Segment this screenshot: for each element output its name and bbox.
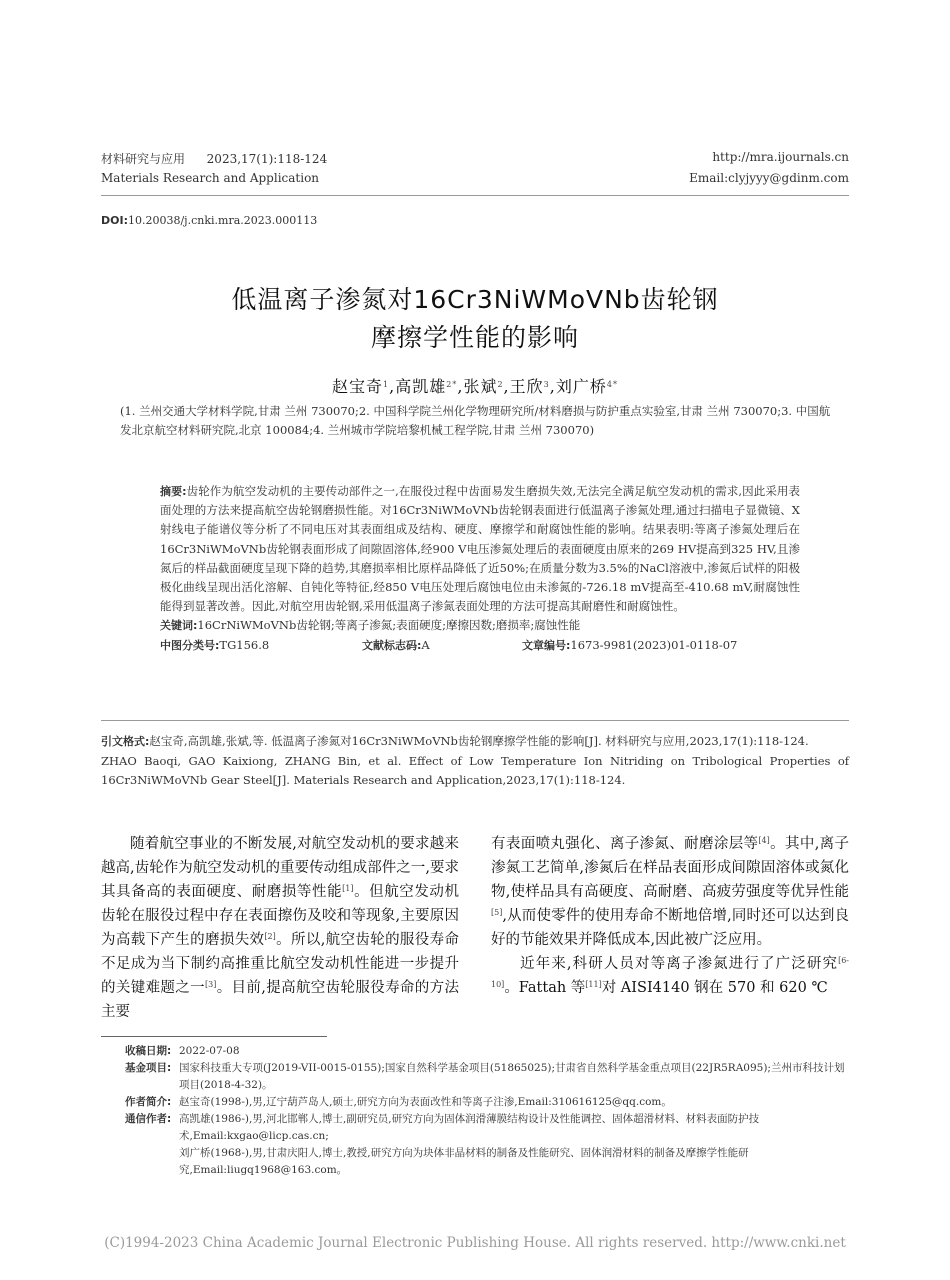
doi	[101, 214, 317, 227]
footnote-rule	[101, 1036, 327, 1037]
header-rule	[101, 195, 849, 196]
received-value: 2022-07-08	[179, 1045, 240, 1057]
doi-value[interactable]: 10.20038/j.cnki.mra.2023.000113	[127, 214, 318, 227]
body-paragraph	[491, 832, 849, 952]
article-no-label: 文章编号:	[522, 638, 571, 652]
affiliation-mark: 3	[543, 380, 550, 389]
body-text: 。所以,航空齿轮的服役寿命不足成为当下制约高推重比航空发动机性能进一步提升的关键难题之一	[101, 932, 460, 996]
body-right-column	[491, 832, 849, 1000]
affiliation-mark: 2*	[446, 380, 458, 389]
author-name: 张斌	[463, 377, 498, 396]
author-separator: ,	[549, 377, 556, 396]
abstract	[160, 482, 800, 655]
body-text: 近年来,科研人员对等离子渗氮进行了广泛研究	[520, 956, 839, 972]
affiliations: (1. 兰州交通大学材料学院,甘肃 兰州 730070;2. 中国科学院兰州化学物理研究所/材料磨损与防护重点实验室,甘肃 兰州 730070;3. 中国航发北京航空材料研究院,北京 100084;4. 兰州城市学院培黎机械工程学院,甘肃 兰州 730070)	[120, 404, 831, 437]
footnote-author	[125, 1094, 850, 1111]
body-text: ,从而使零件的使用寿命不断地倍增,同时还可以达到良好的节能效果并降低成本,因此被广泛应用。	[491, 908, 849, 948]
citation-label: 引文格式:	[101, 735, 150, 748]
body-text: 有表面喷丸强化、离子渗氮、耐磨涂层等	[491, 836, 759, 852]
author-separator: ,	[389, 377, 396, 396]
journal-name-en: Materials Research and Application	[101, 171, 320, 185]
received-label: 收稿日期:	[125, 1045, 172, 1057]
body-left-column	[101, 832, 459, 1024]
keywords	[160, 616, 800, 635]
article-no-value: 1673-9981(2023)01-0118-07	[570, 637, 738, 652]
author-separator: ,	[457, 377, 464, 396]
journal-url[interactable]: http://mra.ijournals.cn	[712, 150, 849, 164]
journal-header-left	[101, 150, 327, 167]
doc-code-value: A	[421, 637, 430, 652]
doc-code-label: 文献标志码:	[362, 638, 422, 652]
clc-value: TG156.8	[219, 637, 270, 652]
abstract-label: 摘要:	[160, 485, 187, 498]
copyright-notice: (C)1994-2023 China Academic Journal Electronic Publishing House. All rights reserved. http://www.cnki.net	[104, 1235, 846, 1251]
body-text: 对 AISI4140 钢在 570 和 620 ℃	[601, 980, 828, 996]
author-name: 王欣	[509, 377, 544, 396]
citation-en: ZHAO Baoqi, GAO Kaixiong, ZHANG Bin, et al. Effect of Low Temperature Ion Nitriding on Tribological Properties of 16Cr3NiWMoVNb Gear Steel[J]. Materials Research and Application,2023,17(1):118-124.	[101, 753, 849, 787]
body-paragraph	[101, 832, 459, 1024]
footnotes	[125, 1043, 850, 1179]
reference-mark[interactable]: [11]	[585, 980, 602, 989]
corresponding-author-1: 高凯雄(1986-),男,河北邯郸人,博士,副研究员,研究方向为固体润滑薄膜结构设计及性能调控、固体超滑材料、材料表面防护技术,Email:kxgao@licp.cas.cn;	[179, 1113, 760, 1142]
reference-mark[interactable]: [2]	[264, 932, 276, 941]
author-list	[0, 374, 950, 397]
reference-mark[interactable]: [4]	[758, 836, 770, 845]
reference-mark[interactable]: [1]	[342, 884, 354, 893]
footnote-received	[125, 1043, 850, 1060]
body-paragraph	[491, 952, 849, 1000]
corresponding-label: 通信作者:	[125, 1113, 172, 1125]
doi-label: DOI:	[101, 214, 128, 227]
title-line-1: 低温离子渗氮对16Cr3NiWMoVNb齿轮钢	[231, 285, 719, 314]
reference-mark[interactable]: [5]	[491, 908, 503, 917]
classification-row	[160, 636, 800, 655]
body-text: 。Fattah 等	[504, 980, 586, 996]
reference-mark[interactable]: [6-10]	[491, 956, 849, 989]
reference-mark[interactable]: [3]	[205, 980, 217, 989]
author-bio-value: 赵宝奇(1998-),男,辽宁葫芦岛人,硕士,研究方向为表面改性和等离子注渗,Email:310616125@qq.com。	[179, 1096, 672, 1108]
journal-name-cn: 材料研究与应用	[101, 152, 186, 166]
footnote-corresponding	[125, 1111, 850, 1179]
journal-issue: 2023,17(1):118-124	[206, 152, 328, 166]
keywords-label: 关键词:	[160, 619, 198, 633]
footnote-fund	[125, 1060, 850, 1094]
abstract-rule	[101, 720, 849, 721]
affiliation-mark: 4*	[606, 380, 618, 389]
affiliation-mark: 2	[497, 380, 504, 389]
author-name: 赵宝奇	[332, 377, 384, 396]
author-separator: ,	[503, 377, 510, 396]
body-text: 。目前,提高航空齿轮服役寿命的方法主要	[101, 980, 460, 1020]
body-text: 。其中,离子渗氮工艺简单,渗氮后在样品表面形成间隙固溶体或氮化物,使样品具有高硬度、高耐磨、高疲劳强度等优异性能	[491, 836, 850, 900]
abstract-text: 齿轮作为航空发动机的主要传动部件之一,在服役过程中齿面易发生磨损失效,无法完全满足航空发动机的需求,因此采用表面处理的方法来提高航空齿轮钢磨损性能。对16Cr3NiWMoVNb齿轮钢表面进行低温离子渗氮处理,通过扫描电子显微镜、X射线电子能谱仪等分析了不同电压对其表面组成及结构、硬度、摩擦学和耐腐蚀性能的影响。结果表明:等离子渗氮处理后在16Cr3NiWMoVNb齿轮钢表面形成了间隙固溶体,经900 V电压渗氮处理后的表面硬度由原来的269 HV提高到325 HV,且渗氮后的样品截面硬度呈现下降的趋势,其磨损率相比原样品降低了近50%;在质量分数为3.5%的NaCl溶液中,渗氮后试样的阳极极化曲线呈现出活化溶解、自钝化等特征,经850 V电压处理后腐蚀电位由未渗氮的-726.18 mV提高至-410.68 mV,耐腐蚀性能得到显著改善。因此,对航空用齿轮钢,采用低温离子渗氮表面处理的方法可提高其耐磨性和耐腐蚀性。	[160, 484, 800, 614]
author-name: 刘广桥	[555, 377, 607, 396]
author-name: 高凯雄	[395, 377, 447, 396]
fund-value: 国家科技重大专项(J2019-VII-0015-0155);国家自然科学基金项目(51865025);甘肃省自然科学基金重点项目(22JR5RA095);兰州市科技计划项目(2018-4-32)。	[179, 1062, 845, 1091]
corresponding-author-2: 刘广桥(1968-),男,甘肃庆阳人,博士,教授,研究方向为块体非晶材料的制备及性能研究、固体润滑材料的制备及摩擦学性能研究,Email:liugq1968@163.com。	[179, 1147, 749, 1176]
journal-email[interactable]: Email:clyjyyy@gdinm.com	[689, 171, 849, 185]
citation	[101, 732, 849, 791]
title-line-2: 摩擦学性能的影响	[370, 323, 579, 352]
affiliation-mark: 1	[383, 380, 390, 389]
body-text: 随着航空事业的不断发展,对航空发动机的要求越来越高,齿轮作为航空发动机的重要传动组成部件之一,要求其具备高的表面硬度、耐磨损等性能	[101, 836, 459, 900]
author-bio-label: 作者简介:	[125, 1096, 172, 1108]
fund-label: 基金项目:	[125, 1062, 172, 1074]
clc-label: 中图分类号:	[160, 638, 220, 652]
keywords-text: 16CrNiWMoVNb齿轮钢;等离子渗氮;表面硬度;摩擦因数;磨损率;腐蚀性能	[197, 618, 581, 633]
body-text: 。但航空发动机齿轮在服役过程中存在表面擦伤及咬和等现象,主要原因为高载下产生的磨损失效	[101, 884, 460, 948]
citation-cn: 赵宝奇,高凯雄,张斌,等. 低温离子渗氮对16Cr3NiWMoVNb齿轮钢摩擦学性能的影响[J]. 材料研究与应用,2023,17(1):118-124.	[149, 734, 809, 748]
